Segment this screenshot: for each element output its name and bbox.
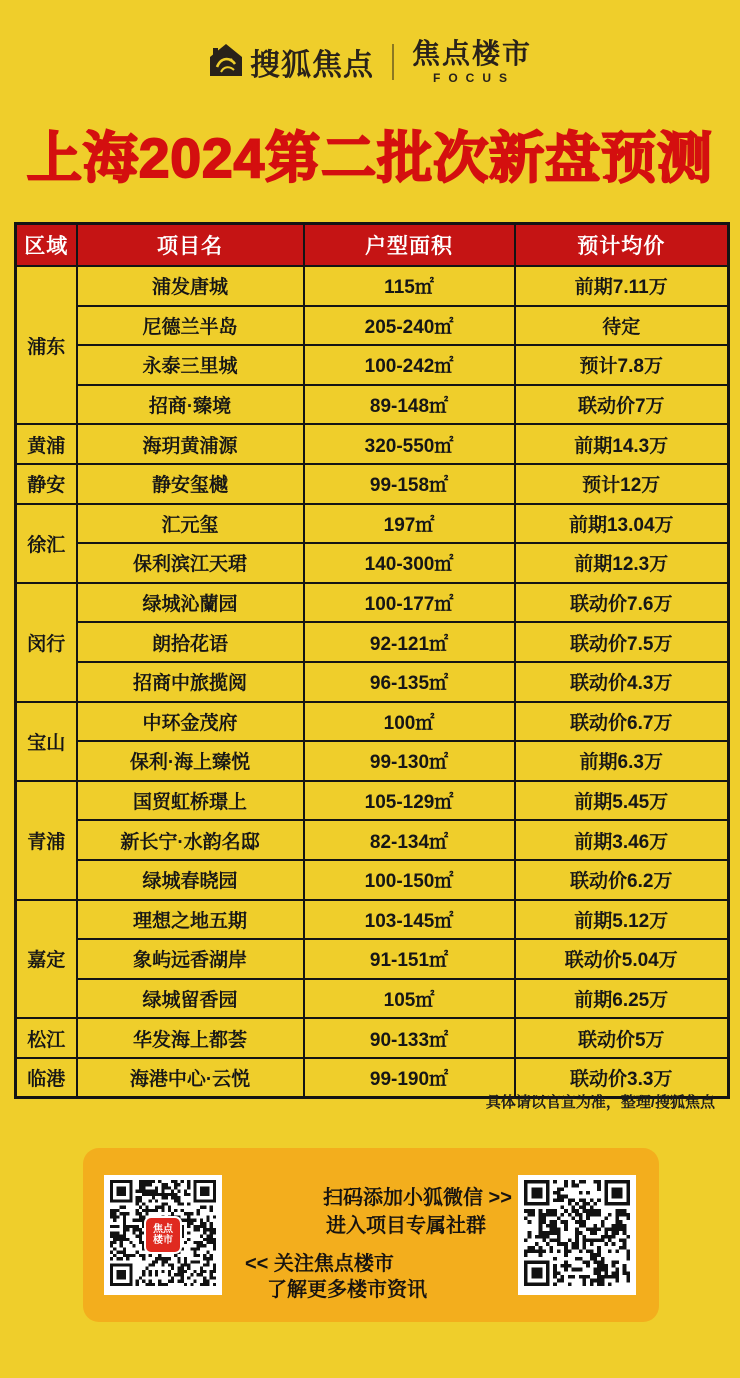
district-cell: 静安 [16, 464, 77, 504]
project-cell: 保利·海上臻悦 [77, 741, 304, 781]
qr-code-wechat [104, 1175, 222, 1295]
table-row [16, 424, 729, 464]
project-cell: 理想之地五期 [77, 900, 304, 940]
price-cell: 联动价6.2万 [515, 860, 729, 900]
area-cell: 99-130㎡ [304, 741, 515, 781]
header-cell-district: 区域 [16, 224, 77, 267]
area-cell: 92-121㎡ [304, 622, 515, 662]
area-cell: 105-129㎡ [304, 781, 515, 821]
logo-divider [392, 44, 394, 80]
price-cell: 联动价7万 [515, 385, 729, 425]
header-cell-project: 项目名 [77, 224, 304, 267]
table-header-row [16, 224, 729, 267]
district-cell: 浦东 [16, 266, 77, 424]
price-cell: 前期12.3万 [515, 543, 729, 583]
price-cell: 前期5.45万 [515, 781, 729, 821]
table-row [16, 860, 729, 900]
table-row [16, 662, 729, 702]
price-cell: 联动价7.5万 [515, 622, 729, 662]
project-cell: 海港中心·云悦 [77, 1058, 304, 1098]
table-row [16, 741, 729, 781]
price-cell: 前期13.04万 [515, 504, 729, 544]
district-cell: 松江 [16, 1018, 77, 1058]
focus-market-logo [412, 40, 532, 84]
price-cell: 联动价6.7万 [515, 702, 729, 742]
qr-caption-line2: 进入项目专属社群 [326, 1215, 486, 1237]
table-row [16, 702, 729, 742]
qr-caption-line3: << 关注焦点楼市 [245, 1253, 394, 1275]
area-cell: 100-242㎡ [304, 345, 515, 385]
logo-bar [0, 40, 740, 84]
project-cell: 绿城春晓园 [77, 860, 304, 900]
area-cell: 100㎡ [304, 702, 515, 742]
table-row [16, 543, 729, 583]
qr-card [83, 1148, 659, 1322]
price-cell: 预计7.8万 [515, 345, 729, 385]
area-cell: 91-151㎡ [304, 939, 515, 979]
area-cell: 82-134㎡ [304, 820, 515, 860]
disclaimer-note: 具体请以官宣为准，整理/搜狐焦点 [485, 1094, 715, 1111]
qr-caption-line1: 扫码添加小狐微信 >> [323, 1187, 512, 1209]
table-row [16, 464, 729, 504]
forecast-table [14, 222, 730, 1099]
table-row [16, 583, 729, 623]
area-cell: 99-158㎡ [304, 464, 515, 504]
district-cell: 徐汇 [16, 504, 77, 583]
project-cell: 浦发唐城 [77, 266, 304, 306]
area-cell: 100-177㎡ [304, 583, 515, 623]
table-row [16, 385, 729, 425]
price-cell: 联动价5.04万 [515, 939, 729, 979]
table-row [16, 939, 729, 979]
qr-logo-text-1: 焦点 [153, 1223, 173, 1235]
area-cell: 100-150㎡ [304, 860, 515, 900]
table-row [16, 345, 729, 385]
sohu-focus-logo [208, 40, 374, 84]
project-cell: 朗拾花语 [77, 622, 304, 662]
project-cell: 象屿远香湖岸 [77, 939, 304, 979]
area-cell: 320-550㎡ [304, 424, 515, 464]
district-cell: 黄浦 [16, 424, 77, 464]
price-cell: 联动价4.3万 [515, 662, 729, 702]
header-cell-area: 户型面积 [304, 224, 515, 267]
area-cell: 96-135㎡ [304, 662, 515, 702]
house-fox-icon [208, 42, 244, 83]
price-cell: 前期7.11万 [515, 266, 729, 306]
project-cell: 招商中旅揽阅 [77, 662, 304, 702]
project-cell: 永泰三里城 [77, 345, 304, 385]
project-cell: 招商·臻境 [77, 385, 304, 425]
price-cell: 前期3.46万 [515, 820, 729, 860]
project-cell: 绿城留香园 [77, 979, 304, 1019]
table-row [16, 900, 729, 940]
poster-title: 上海2024第二批次新盘预测 [26, 127, 714, 189]
area-cell: 197㎡ [304, 504, 515, 544]
area-cell: 103-145㎡ [304, 900, 515, 940]
price-cell: 前期5.12万 [515, 900, 729, 940]
qr-logo-text-2: 楼市 [153, 1235, 173, 1246]
focus-market-wordmark: 焦点楼市 [411, 38, 532, 69]
qr-code-official-account-image [524, 1180, 630, 1291]
district-cell: 嘉定 [16, 900, 77, 1019]
project-cell: 尼德兰半岛 [77, 306, 304, 346]
table-row [16, 306, 729, 346]
header-cell-price: 预计均价 [515, 224, 729, 267]
project-cell: 保利滨江天珺 [77, 543, 304, 583]
area-cell: 205-240㎡ [304, 306, 515, 346]
area-cell: 99-190㎡ [304, 1058, 515, 1098]
table-row [16, 979, 729, 1019]
project-cell: 华发海上都荟 [77, 1018, 304, 1058]
project-cell: 中环金茂府 [77, 702, 304, 742]
table-row [16, 622, 729, 662]
table-row [16, 266, 729, 306]
price-cell: 预计12万 [515, 464, 729, 504]
project-cell: 汇元玺 [77, 504, 304, 544]
price-cell: 联动价3.3万 [515, 1058, 729, 1098]
price-cell: 联动价5万 [515, 1018, 729, 1058]
price-cell: 联动价7.6万 [515, 583, 729, 623]
area-cell: 105㎡ [304, 979, 515, 1019]
project-cell: 静安玺樾 [77, 464, 304, 504]
project-cell: 绿城沁蘭园 [77, 583, 304, 623]
table-row [16, 820, 729, 860]
price-cell: 待定 [515, 306, 729, 346]
qr-code-official-account [518, 1175, 636, 1295]
project-cell: 海玥黄浦源 [77, 424, 304, 464]
project-cell: 国贸虹桥璟上 [77, 781, 304, 821]
area-cell: 140-300㎡ [304, 543, 515, 583]
price-cell: 前期6.3万 [515, 741, 729, 781]
area-cell: 89-148㎡ [304, 385, 515, 425]
qr-caption-line4: 了解更多楼市资讯 [267, 1279, 427, 1301]
table-row [16, 781, 729, 821]
focus-en-wordmark: FOCUS [432, 71, 515, 85]
area-cell: 90-133㎡ [304, 1018, 515, 1058]
qr-center-logo [144, 1216, 182, 1254]
table-row [16, 1018, 729, 1058]
district-cell: 临港 [16, 1058, 77, 1098]
price-cell: 前期14.3万 [515, 424, 729, 464]
forecast-table-wrap [14, 222, 730, 1099]
price-cell: 前期6.25万 [515, 979, 729, 1019]
area-cell: 115㎡ [304, 266, 515, 306]
project-cell: 新长宁·水韵名邸 [77, 820, 304, 860]
district-cell: 闵行 [16, 583, 77, 702]
district-cell: 宝山 [16, 702, 77, 781]
district-cell: 青浦 [16, 781, 77, 900]
sohu-focus-wordmark: 搜狐焦点 [249, 49, 374, 82]
table-row [16, 504, 729, 544]
